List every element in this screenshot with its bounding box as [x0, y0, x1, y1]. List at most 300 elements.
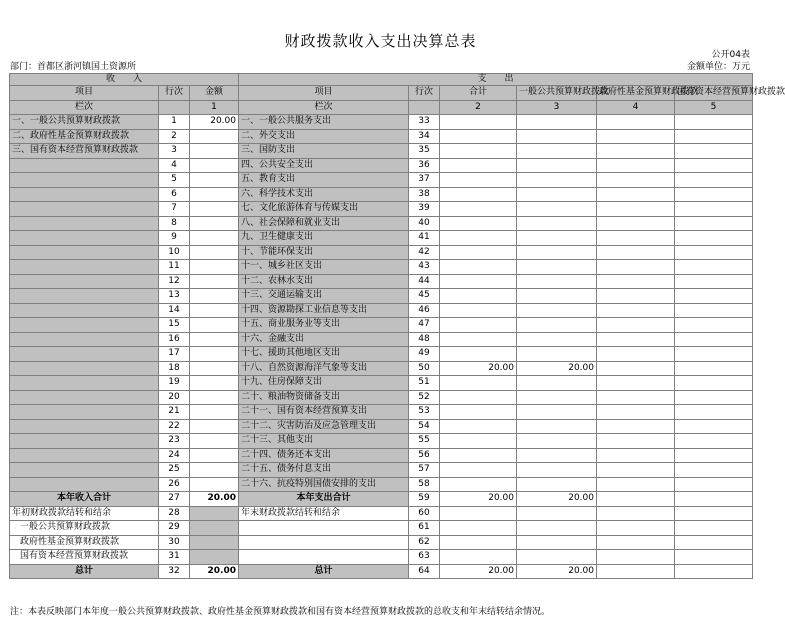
total-cell	[440, 419, 517, 434]
income-rowno-cell: 24	[159, 448, 190, 463]
expense-item-cell	[239, 550, 409, 565]
expense-rowno-cell: 46	[409, 303, 440, 318]
income-rowno-cell: 13	[159, 289, 190, 304]
gov-fund-cell	[597, 318, 675, 333]
section-header-row	[10, 74, 753, 86]
income-item-cell	[10, 187, 159, 202]
income-index-blank	[159, 100, 190, 115]
total-cell	[440, 521, 517, 536]
income-item-cell	[10, 477, 159, 492]
income-rowno-cell: 23	[159, 434, 190, 449]
state-capital-cell	[675, 245, 753, 260]
general-budget-cell	[517, 405, 597, 420]
gov-fund-cell	[597, 376, 675, 391]
general-budget-cell	[517, 332, 597, 347]
income-item-cell	[10, 245, 159, 260]
expense-item-cell: 五、教育支出	[239, 173, 409, 188]
report-title: 财政拨款收入支出决算总表	[284, 32, 477, 50]
income-item-cell	[10, 434, 159, 449]
gov-fund-cell	[597, 289, 675, 304]
income-rowno-cell: 27	[159, 492, 190, 507]
general-budget-cell	[517, 303, 597, 318]
income-rowno-cell: 8	[159, 216, 190, 231]
income-amount-cell	[190, 144, 239, 159]
total-cell	[440, 216, 517, 231]
gov-fund-cell	[597, 564, 675, 579]
total-cell	[440, 289, 517, 304]
income-rowno-cell: 3	[159, 144, 190, 159]
carryover-row	[10, 535, 753, 550]
gov-fund-cell	[597, 129, 675, 144]
expense-item-cell: 十七、援助其他地区支出	[239, 347, 409, 362]
gov-fund-cell	[597, 274, 675, 289]
income-amount-cell: 20.00	[190, 492, 239, 507]
income-item-cell	[10, 318, 159, 333]
income-rowno-cell: 30	[159, 535, 190, 550]
general-budget-cell	[517, 187, 597, 202]
table-row	[10, 129, 753, 144]
gov-fund-cell	[597, 303, 675, 318]
expense-item-cell: 总计	[239, 564, 409, 579]
income-rowno-cell: 32	[159, 564, 190, 579]
general-budget-cell: 20.00	[517, 361, 597, 376]
total-cell	[440, 187, 517, 202]
total-cell	[440, 434, 517, 449]
income-rowno-cell: 29	[159, 521, 190, 536]
income-rowno-cell: 25	[159, 463, 190, 478]
index-2: 2	[440, 100, 517, 115]
income-item-cell	[10, 274, 159, 289]
gov-fund-cell	[597, 332, 675, 347]
expense-item-cell: 二十二、灾害防治及应急管理支出	[239, 419, 409, 434]
income-rowno-cell: 2	[159, 129, 190, 144]
expense-rowno-cell: 40	[409, 216, 440, 231]
gov-fund-cell	[597, 550, 675, 565]
general-budget-cell	[517, 144, 597, 159]
general-budget-cell	[517, 535, 597, 550]
expense-rowno-cell: 47	[409, 318, 440, 333]
income-item-cell	[10, 419, 159, 434]
expense-item-cell: 十、节能环保支出	[239, 245, 409, 260]
income-amount-cell	[190, 173, 239, 188]
expense-rowno-header: 行次	[409, 86, 440, 101]
income-rowno-cell: 12	[159, 274, 190, 289]
expense-rowno-cell: 34	[409, 129, 440, 144]
table-row	[10, 245, 753, 260]
gov-fund-cell	[597, 448, 675, 463]
total-cell	[440, 158, 517, 173]
income-rowno-cell: 28	[159, 506, 190, 521]
gov-fund-cell	[597, 434, 675, 449]
state-capital-cell	[675, 173, 753, 188]
total-cell	[440, 376, 517, 391]
expense-index-label: 栏次	[239, 100, 409, 115]
general-budget-cell	[517, 390, 597, 405]
income-amount-cell	[190, 506, 239, 521]
income-rowno-cell: 19	[159, 376, 190, 391]
income-amount-cell	[190, 216, 239, 231]
total-cell	[440, 173, 517, 188]
table-row	[10, 260, 753, 275]
expense-rowno-cell: 35	[409, 144, 440, 159]
table-row	[10, 332, 753, 347]
income-rowno-cell: 15	[159, 318, 190, 333]
income-rowno-header: 行次	[159, 86, 190, 101]
expense-item-cell: 年末财政拨款结转和结余	[239, 506, 409, 521]
table-row	[10, 115, 753, 130]
general-budget-cell	[517, 477, 597, 492]
state-capital-cell	[675, 521, 753, 536]
total-cell	[440, 390, 517, 405]
income-amount-cell: 20.00	[190, 115, 239, 130]
income-rowno-cell: 21	[159, 405, 190, 420]
expense-rowno-cell: 52	[409, 390, 440, 405]
state-capital-cell	[675, 535, 753, 550]
income-item-cell	[10, 347, 159, 362]
expense-item-cell: 一、一般公共服务支出	[239, 115, 409, 130]
income-rowno-cell: 22	[159, 419, 190, 434]
total-cell: 20.00	[440, 564, 517, 579]
income-rowno-cell: 1	[159, 115, 190, 130]
total-cell	[440, 274, 517, 289]
income-item-cell	[10, 390, 159, 405]
income-item-cell: 国有资本经营预算财政拨款	[10, 550, 159, 565]
income-rowno-cell: 6	[159, 187, 190, 202]
total-cell	[440, 477, 517, 492]
state-capital-cell	[675, 303, 753, 318]
income-item-cell	[10, 448, 159, 463]
total-cell	[440, 332, 517, 347]
state-capital-cell	[675, 434, 753, 449]
state-capital-cell	[675, 492, 753, 507]
gov-fund-cell	[597, 115, 675, 130]
state-capital-cell	[675, 231, 753, 246]
general-budget-cell	[517, 274, 597, 289]
income-amount-cell	[190, 535, 239, 550]
expense-rowno-cell: 41	[409, 231, 440, 246]
income-item-cell	[10, 361, 159, 376]
total-cell	[440, 115, 517, 130]
department-label: 部门：首都区浙河镇国土资源所	[10, 62, 137, 72]
income-amount-cell	[190, 158, 239, 173]
state-capital-cell	[675, 318, 753, 333]
state-capital-cell	[675, 129, 753, 144]
expense-item-cell: 十八、自然资源海洋气象等支出	[239, 361, 409, 376]
expense-item-cell: 三、国防支出	[239, 144, 409, 159]
state-capital-cell	[675, 506, 753, 521]
state-capital-cell	[675, 158, 753, 173]
income-amount-cell	[190, 376, 239, 391]
expense-item-cell: 十五、商业服务业等支出	[239, 318, 409, 333]
income-amount-cell: 20.00	[190, 564, 239, 579]
income-amount-cell	[190, 419, 239, 434]
table-row	[10, 405, 753, 420]
income-item-cell	[10, 376, 159, 391]
income-item-cell: 三、国有资本经营预算财政拨款	[10, 144, 159, 159]
expense-item-cell	[239, 535, 409, 550]
expense-rowno-cell: 53	[409, 405, 440, 420]
state-capital-cell	[675, 550, 753, 565]
unit-label: 金额单位：万元	[686, 62, 750, 72]
income-rowno-cell: 17	[159, 347, 190, 362]
income-rowno-cell: 18	[159, 361, 190, 376]
state-capital-cell	[675, 463, 753, 478]
gov-fund-cell	[597, 158, 675, 173]
income-amount-cell	[190, 477, 239, 492]
income-rowno-cell: 4	[159, 158, 190, 173]
total-cell	[440, 231, 517, 246]
table-row	[10, 448, 753, 463]
state-capital-cell	[675, 115, 753, 130]
general-budget-cell	[517, 550, 597, 565]
gov-fund-cell	[597, 144, 675, 159]
income-item-cell: 二、政府性基金预算财政拨款	[10, 129, 159, 144]
general-budget-cell	[517, 260, 597, 275]
expense-item-cell: 二十五、债务付息支出	[239, 463, 409, 478]
gov-fund-cell	[597, 231, 675, 246]
table-row	[10, 187, 753, 202]
income-amount-cell	[190, 289, 239, 304]
state-capital-cell	[675, 289, 753, 304]
expense-rowno-cell: 43	[409, 260, 440, 275]
table-row	[10, 216, 753, 231]
gov-fund-cell	[597, 521, 675, 536]
table-body	[10, 74, 785, 579]
income-amount-cell	[190, 129, 239, 144]
income-item-cell: 总计	[10, 564, 159, 579]
expense-item-cell: 十九、住房保障支出	[239, 376, 409, 391]
total-cell	[440, 448, 517, 463]
gov-fund-cell	[597, 202, 675, 217]
table-row	[10, 318, 753, 333]
expense-rowno-cell: 57	[409, 463, 440, 478]
income-item-cell	[10, 202, 159, 217]
expense-item-cell: 四、公共安全支出	[239, 158, 409, 173]
income-amount-cell	[190, 245, 239, 260]
income-item-cell	[10, 463, 159, 478]
general-budget-cell: 20.00	[517, 492, 597, 507]
total-cell: 20.00	[440, 492, 517, 507]
state-capital-cell	[675, 202, 753, 217]
expense-rowno-cell: 49	[409, 347, 440, 362]
general-budget-cell	[517, 506, 597, 521]
income-amount-cell	[190, 187, 239, 202]
gov-fund-cell	[597, 216, 675, 231]
table-row	[10, 231, 753, 246]
state-capital-cell	[675, 347, 753, 362]
income-amount-cell	[190, 448, 239, 463]
gov-fund-cell	[597, 260, 675, 275]
table-row	[10, 376, 753, 391]
state-capital-cell	[675, 260, 753, 275]
total-cell	[440, 405, 517, 420]
income-rowno-cell: 5	[159, 173, 190, 188]
general-budget-cell	[517, 289, 597, 304]
general-budget-cell	[517, 245, 597, 260]
expense-item-cell	[239, 521, 409, 536]
income-rowno-cell: 7	[159, 202, 190, 217]
gov-fund-cell	[597, 419, 675, 434]
form-code: 公开04表	[711, 50, 750, 60]
general-budget-cell	[517, 434, 597, 449]
expense-rowno-cell: 39	[409, 202, 440, 217]
income-rowno-cell: 31	[159, 550, 190, 565]
gov-fund-cell	[597, 477, 675, 492]
total-cell: 20.00	[440, 361, 517, 376]
gov-fund-header: 政府性基金预算财政拨款	[597, 86, 675, 101]
table-row	[10, 463, 753, 478]
total-cell	[440, 318, 517, 333]
expense-rowno-cell: 48	[409, 332, 440, 347]
total-cell	[440, 144, 517, 159]
expense-rowno-cell: 44	[409, 274, 440, 289]
gov-fund-cell	[597, 405, 675, 420]
expense-item-cell: 九、卫生健康支出	[239, 231, 409, 246]
state-capital-cell	[675, 361, 753, 376]
general-budget-cell	[517, 115, 597, 130]
state-capital-cell	[675, 274, 753, 289]
general-budget-cell	[517, 521, 597, 536]
expense-rowno-cell: 58	[409, 477, 440, 492]
income-amount-cell	[190, 521, 239, 536]
expense-rowno-cell: 54	[409, 419, 440, 434]
state-capital-cell	[675, 477, 753, 492]
income-item-cell	[10, 231, 159, 246]
total-header: 合计	[440, 86, 517, 101]
expense-rowno-cell: 61	[409, 521, 440, 536]
expense-rowno-cell: 62	[409, 535, 440, 550]
gov-fund-cell	[597, 390, 675, 405]
table-row	[10, 390, 753, 405]
total-cell	[440, 202, 517, 217]
income-index-1: 1	[190, 100, 239, 115]
column-header-row	[10, 86, 753, 101]
state-capital-cell	[675, 564, 753, 579]
expense-item-cell: 二十、粮油物资储备支出	[239, 390, 409, 405]
gov-fund-cell	[597, 463, 675, 478]
expense-rowno-cell: 63	[409, 550, 440, 565]
income-item-cell	[10, 332, 159, 347]
general-budget-cell	[517, 463, 597, 478]
gov-fund-cell	[597, 535, 675, 550]
income-rowno-cell: 26	[159, 477, 190, 492]
income-rowno-cell: 16	[159, 332, 190, 347]
income-section-header: 收 入	[10, 74, 239, 86]
expense-item-cell: 十六、金融支出	[239, 332, 409, 347]
table-row	[10, 289, 753, 304]
expense-rowno-cell: 56	[409, 448, 440, 463]
general-budget-cell	[517, 448, 597, 463]
expense-item-cell: 十三、交通运输支出	[239, 289, 409, 304]
expense-rowno-cell: 33	[409, 115, 440, 130]
total-cell	[440, 303, 517, 318]
income-amount-cell	[190, 347, 239, 362]
expense-rowno-cell: 51	[409, 376, 440, 391]
column-index-row	[10, 100, 753, 115]
state-capital-cell	[675, 390, 753, 405]
total-cell	[440, 129, 517, 144]
expense-item-header: 项目	[239, 86, 409, 101]
year-total-row	[10, 492, 753, 507]
income-amount-cell	[190, 390, 239, 405]
general-budget-cell	[517, 129, 597, 144]
income-item-cell	[10, 405, 159, 420]
expense-rowno-cell: 42	[409, 245, 440, 260]
income-rowno-cell: 10	[159, 245, 190, 260]
expense-item-cell: 二十三、其他支出	[239, 434, 409, 449]
table-row	[10, 347, 753, 362]
total-cell	[440, 506, 517, 521]
total-cell	[440, 550, 517, 565]
income-rowno-cell: 11	[159, 260, 190, 275]
general-budget-cell	[517, 376, 597, 391]
state-capital-cell	[675, 448, 753, 463]
table-row	[10, 158, 753, 173]
expense-item-cell: 十四、资源勘探工业信息等支出	[239, 303, 409, 318]
state-capital-cell	[675, 419, 753, 434]
income-amount-cell	[190, 332, 239, 347]
expense-item-cell: 十二、农林水支出	[239, 274, 409, 289]
income-rowno-cell: 20	[159, 390, 190, 405]
total-cell	[440, 347, 517, 362]
expense-rowno-cell: 37	[409, 173, 440, 188]
general-budget-cell	[517, 347, 597, 362]
index-3: 3	[517, 100, 597, 115]
state-capital-cell	[675, 376, 753, 391]
general-budget-cell	[517, 158, 597, 173]
gov-fund-cell	[597, 245, 675, 260]
expense-item-cell: 二十一、国有资本经营预算支出	[239, 405, 409, 420]
income-amount-cell	[190, 303, 239, 318]
footnote: 注：本表反映部门本年度一般公共预算财政拨款、政府性基金预算财政拨款和国有资本经营预算财政拨款的总收支和年末结转结余情况。	[10, 607, 551, 617]
income-amount-cell	[190, 361, 239, 376]
income-item-header: 项目	[10, 86, 159, 101]
index-4: 4	[597, 100, 675, 115]
expense-rowno-cell: 60	[409, 506, 440, 521]
income-item-cell: 年初财政拨款结转和结余	[10, 506, 159, 521]
income-rowno-cell: 9	[159, 231, 190, 246]
general-budget-cell	[517, 173, 597, 188]
expense-rowno-cell: 59	[409, 492, 440, 507]
table-row	[10, 477, 753, 492]
income-item-cell: 一、一般公共预算财政拨款	[10, 115, 159, 130]
income-item-cell	[10, 289, 159, 304]
income-amount-cell	[190, 260, 239, 275]
income-amount-cell	[190, 318, 239, 333]
table-row	[10, 274, 753, 289]
income-amount-cell	[190, 463, 239, 478]
table-row	[10, 303, 753, 318]
expense-item-cell: 七、文化旅游体育与传媒支出	[239, 202, 409, 217]
index-5: 5	[675, 100, 753, 115]
total-cell	[440, 463, 517, 478]
table-row	[10, 202, 753, 217]
income-amount-cell	[190, 434, 239, 449]
carryover-row	[10, 521, 753, 536]
general-budget-header: 一般公共预算财政拨款	[517, 86, 597, 101]
table-row	[10, 173, 753, 188]
general-budget-cell	[517, 202, 597, 217]
income-item-cell: 政府性基金预算财政拨款	[10, 535, 159, 550]
income-amount-cell	[190, 550, 239, 565]
income-item-cell	[10, 303, 159, 318]
state-capital-cell	[675, 216, 753, 231]
gov-fund-cell	[597, 347, 675, 362]
income-amount-cell	[190, 231, 239, 246]
general-budget-cell: 20.00	[517, 564, 597, 579]
expense-item-cell: 八、社会保障和就业支出	[239, 216, 409, 231]
income-item-cell: 本年收入合计	[10, 492, 159, 507]
